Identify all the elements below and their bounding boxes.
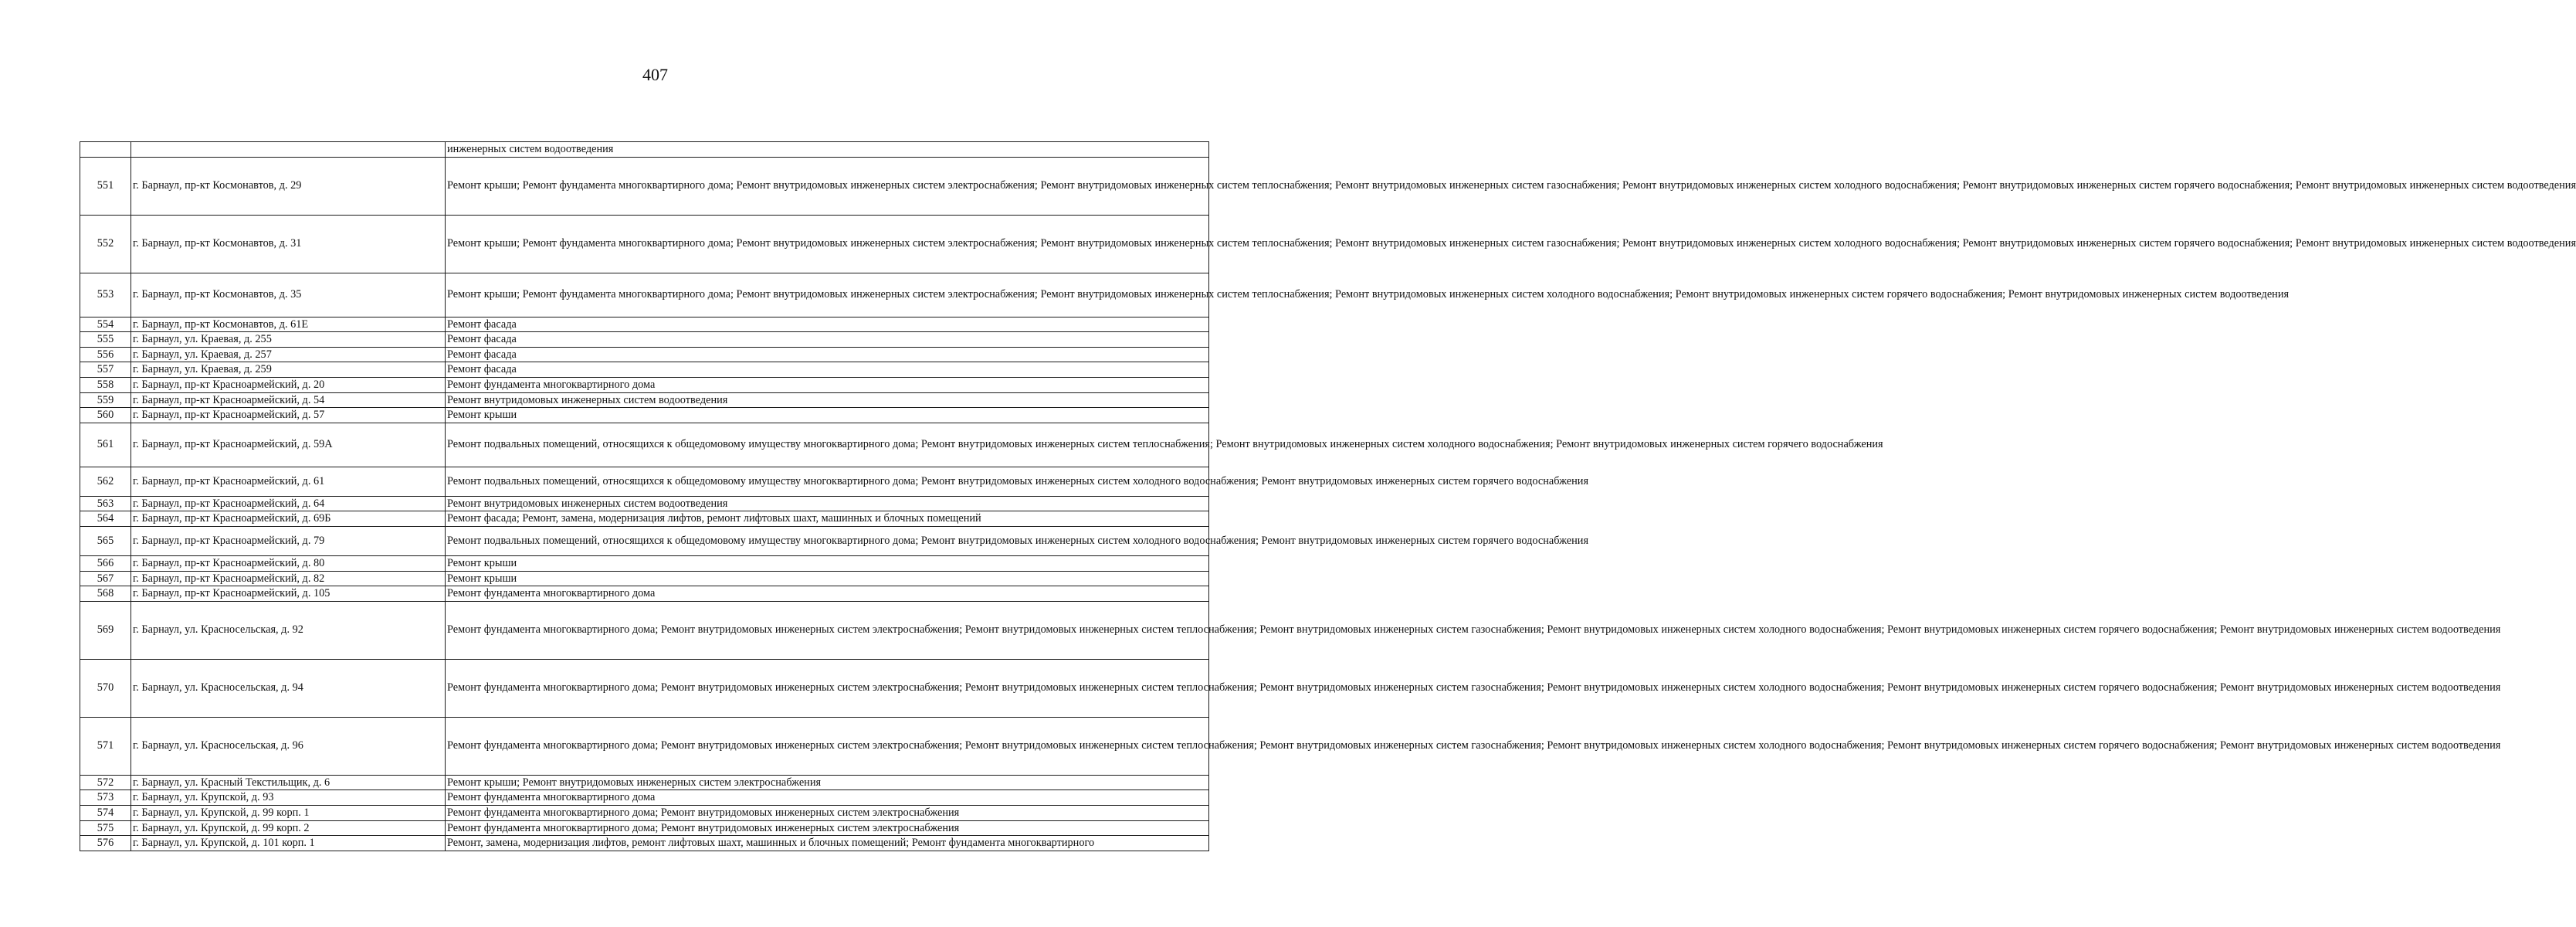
row-address: г. Барнаул, пр-кт Красноармейский, д. 59А xyxy=(131,423,446,467)
table-row xyxy=(80,790,1209,806)
row-works: Ремонт фундамента многоквартирного дома xyxy=(446,790,1209,806)
table-row xyxy=(80,317,1209,332)
table-row xyxy=(80,836,1209,851)
row-number: 567 xyxy=(80,571,131,586)
row-number: 560 xyxy=(80,408,131,423)
row-address: г. Барнаул, пр-кт Красноармейский, д. 61 xyxy=(131,467,446,496)
row-address: г. Барнаул, ул. Крупской, д. 101 корп. 1 xyxy=(131,836,446,851)
row-works: Ремонт фундамента многоквартирного дома; Ремонт внутридомовых инженерных систем электроснабжения; Ремонт внутридомовых инженерных систем теплоснабжения; Ремонт внутридомовых инженерных систем газоснабжения; Ремонт внутридомовых инженерных систем холодного водоснабжения; Ремонт внутридомовых инженерных систем горячего водоснабжения; Ремонт внутридомовых инженерных систем водоотведения xyxy=(446,601,1209,659)
row-works: Ремонт крыши; Ремонт фундамента многоквартирного дома; Ремонт внутридомовых инженерных систем электроснабжения; Ремонт внутридомовых инженерных систем теплоснабжения; Ремонт внутридомовых инженерных систем газоснабжения; Ремонт внутридомовых инженерных систем холодного водоснабжения; Ремонт внутридомовых инженерных систем горячего водоснабжения; Ремонт внутридомовых инженерных систем водоотведения xyxy=(446,215,1209,273)
row-number: 572 xyxy=(80,775,131,790)
table-row xyxy=(80,423,1209,467)
row-works: Ремонт фундамента многоквартирного дома; Ремонт внутридомовых инженерных систем электроснабжения xyxy=(446,820,1209,836)
row-address: г. Барнаул, пр-кт Красноармейский, д. 20 xyxy=(131,377,446,392)
row-works: Ремонт, замена, модернизация лифтов, ремонт лифтовых шахт, машинных и блочных помещений; Ремонт фундамента многоквартирного xyxy=(446,836,1209,851)
table-row xyxy=(80,805,1209,820)
row-address: г. Барнаул, ул. Красный Текстильщик, д. 6 xyxy=(131,775,446,790)
row-address: г. Барнаул, пр-кт Красноармейский, д. 54 xyxy=(131,392,446,408)
row-address: г. Барнаул, пр-кт Космонавтов, д. 31 xyxy=(131,215,446,273)
row-number: 564 xyxy=(80,511,131,527)
row-number: 573 xyxy=(80,790,131,806)
row-number: 561 xyxy=(80,423,131,467)
row-number: 569 xyxy=(80,601,131,659)
row-address: г. Барнаул, ул. Краевая, д. 255 xyxy=(131,332,446,348)
row-works: Ремонт крыши; Ремонт внутридомовых инженерных систем электроснабжения xyxy=(446,775,1209,790)
row-works: Ремонт внутридомовых инженерных систем водоотведения xyxy=(446,392,1209,408)
table-row xyxy=(80,273,1209,317)
row-works: Ремонт крыши xyxy=(446,408,1209,423)
table-row xyxy=(80,215,1209,273)
row-works: Ремонт подвальных помещений, относящихся к общедомовому имуществу многоквартирного дома; Ремонт внутридомовых инженерных систем теплоснабжения; Ремонт внутридомовых инженерных систем холодного водоснабжения; Ремонт внутридомовых инженерных систем горячего водоснабжения xyxy=(446,423,1209,467)
row-works: Ремонт фасада xyxy=(446,362,1209,378)
table-row xyxy=(80,571,1209,586)
table-row xyxy=(80,142,1209,158)
table-row xyxy=(80,362,1209,378)
table-row xyxy=(80,526,1209,555)
table-row xyxy=(80,377,1209,392)
row-number: 551 xyxy=(80,157,131,215)
row-number: 558 xyxy=(80,377,131,392)
table-row xyxy=(80,347,1209,362)
row-address: г. Барнаул, пр-кт Красноармейский, д. 82 xyxy=(131,571,446,586)
registry-rows xyxy=(80,142,2576,851)
row-address: г. Барнаул, пр-кт Красноармейский, д. 57 xyxy=(131,408,446,423)
row-works: Ремонт подвальных помещений, относящихся к общедомовому имуществу многоквартирного дома; Ремонт внутридомовых инженерных систем холодного водоснабжения; Ремонт внутридомовых инженерных систем горячего водоснабжения xyxy=(446,467,1209,496)
row-address: г. Барнаул, ул. Крупской, д. 93 xyxy=(131,790,446,806)
table-row xyxy=(80,659,1209,717)
row-address: г. Барнаул, ул. Крупской, д. 99 корп. 2 xyxy=(131,820,446,836)
row-works: инженерных систем водоотведения xyxy=(446,142,1209,158)
row-address: г. Барнаул, пр-кт Космонавтов, д. 61Е xyxy=(131,317,446,332)
table-row xyxy=(80,820,1209,836)
row-address: г. Барнаул, пр-кт Красноармейский, д. 105 xyxy=(131,586,446,602)
row-address: г. Барнаул, ул. Краевая, д. 259 xyxy=(131,362,446,378)
row-number: 553 xyxy=(80,273,131,317)
table-row xyxy=(80,717,1209,775)
table-row xyxy=(80,392,1209,408)
table-row xyxy=(80,496,1209,511)
row-number: 566 xyxy=(80,555,131,571)
row-number: 556 xyxy=(80,347,131,362)
table-row xyxy=(80,601,1209,659)
row-works: Ремонт внутридомовых инженерных систем водоотведения xyxy=(446,496,1209,511)
row-number: 555 xyxy=(80,332,131,348)
row-number: 576 xyxy=(80,836,131,851)
row-number: 570 xyxy=(80,659,131,717)
table-row xyxy=(80,511,1209,527)
row-address: г. Барнаул, ул. Красносельская, д. 96 xyxy=(131,717,446,775)
row-number xyxy=(80,142,131,158)
row-address: г. Барнаул, пр-кт Космонавтов, д. 29 xyxy=(131,157,446,215)
row-number: 565 xyxy=(80,526,131,555)
row-works: Ремонт фундамента многоквартирного дома xyxy=(446,377,1209,392)
table-row xyxy=(80,555,1209,571)
row-works: Ремонт фундамента многоквартирного дома; Ремонт внутридомовых инженерных систем электроснабжения; Ремонт внутридомовых инженерных систем теплоснабжения; Ремонт внутридомовых инженерных систем газоснабжения; Ремонт внутридомовых инженерных систем холодного водоснабжения; Ремонт внутридомовых инженерных систем горячего водоснабжения; Ремонт внутридомовых инженерных систем водоотведения xyxy=(446,659,1209,717)
row-works: Ремонт крыши xyxy=(446,555,1209,571)
row-works: Ремонт фундамента многоквартирного дома xyxy=(446,586,1209,602)
page-number: 407 xyxy=(642,65,668,84)
table-row xyxy=(80,775,1209,790)
row-address: г. Барнаул, ул. Крупской, д. 99 корп. 1 xyxy=(131,805,446,820)
row-works: Ремонт крыши; Ремонт фундамента многоквартирного дома; Ремонт внутридомовых инженерных систем электроснабжения; Ремонт внутридомовых инженерных систем теплоснабжения; Ремонт внутридомовых инженерных систем холодного водоснабжения; Ремонт внутридомовых инженерных систем горячего водоснабжения; Ремонт внутридомовых инженерных систем водоотведения xyxy=(446,273,1209,317)
row-number: 574 xyxy=(80,805,131,820)
row-number: 554 xyxy=(80,317,131,332)
row-works: Ремонт фасада xyxy=(446,347,1209,362)
table-row xyxy=(80,332,1209,348)
table-row xyxy=(80,467,1209,496)
row-works: Ремонт подвальных помещений, относящихся к общедомовому имуществу многоквартирного дома; Ремонт внутридомовых инженерных систем холодного водоснабжения; Ремонт внутридомовых инженерных систем горячего водоснабжения xyxy=(446,526,1209,555)
row-address: г. Барнаул, пр-кт Красноармейский, д. 69Б xyxy=(131,511,446,527)
row-works: Ремонт фасада; Ремонт, замена, модернизация лифтов, ремонт лифтовых шахт, машинных и блочных помещений xyxy=(446,511,1209,527)
table-row xyxy=(80,157,1209,215)
row-number: 562 xyxy=(80,467,131,496)
row-works: Ремонт фундамента многоквартирного дома; Ремонт внутридомовых инженерных систем электроснабжения xyxy=(446,805,1209,820)
repair-registry-table xyxy=(80,141,2576,851)
row-works: Ремонт крыши xyxy=(446,571,1209,586)
row-number: 571 xyxy=(80,717,131,775)
row-number: 559 xyxy=(80,392,131,408)
row-number: 557 xyxy=(80,362,131,378)
row-address: г. Барнаул, пр-кт Красноармейский, д. 79 xyxy=(131,526,446,555)
row-address: г. Барнаул, пр-кт Космонавтов, д. 35 xyxy=(131,273,446,317)
row-address: г. Барнаул, ул. Красносельская, д. 94 xyxy=(131,659,446,717)
table-row xyxy=(80,586,1209,602)
row-address: г. Барнаул, пр-кт Красноармейский, д. 64 xyxy=(131,496,446,511)
row-works: Ремонт фундамента многоквартирного дома; Ремонт внутридомовых инженерных систем электроснабжения; Ремонт внутридомовых инженерных систем теплоснабжения; Ремонт внутридомовых инженерных систем газоснабжения; Ремонт внутридомовых инженерных систем холодного водоснабжения; Ремонт внутридомовых инженерных систем горячего водоснабжения; Ремонт внутридомовых инженерных систем водоотведения xyxy=(446,717,1209,775)
row-number: 552 xyxy=(80,215,131,273)
row-number: 568 xyxy=(80,586,131,602)
row-number: 575 xyxy=(80,820,131,836)
row-address: г. Барнаул, ул. Красносельская, д. 92 xyxy=(131,601,446,659)
row-number: 563 xyxy=(80,496,131,511)
row-address xyxy=(131,142,446,158)
row-works: Ремонт крыши; Ремонт фундамента многоквартирного дома; Ремонт внутридомовых инженерных систем электроснабжения; Ремонт внутридомовых инженерных систем теплоснабжения; Ремонт внутридомовых инженерных систем газоснабжения; Ремонт внутридомовых инженерных систем холодного водоснабжения; Ремонт внутридомовых инженерных систем горячего водоснабжения; Ремонт внутридомовых инженерных систем водоотведения xyxy=(446,157,1209,215)
table-row xyxy=(80,408,1209,423)
row-works: Ремонт фасада xyxy=(446,317,1209,332)
row-address: г. Барнаул, пр-кт Красноармейский, д. 80 xyxy=(131,555,446,571)
row-works: Ремонт фасада xyxy=(446,332,1209,348)
row-address: г. Барнаул, ул. Краевая, д. 257 xyxy=(131,347,446,362)
